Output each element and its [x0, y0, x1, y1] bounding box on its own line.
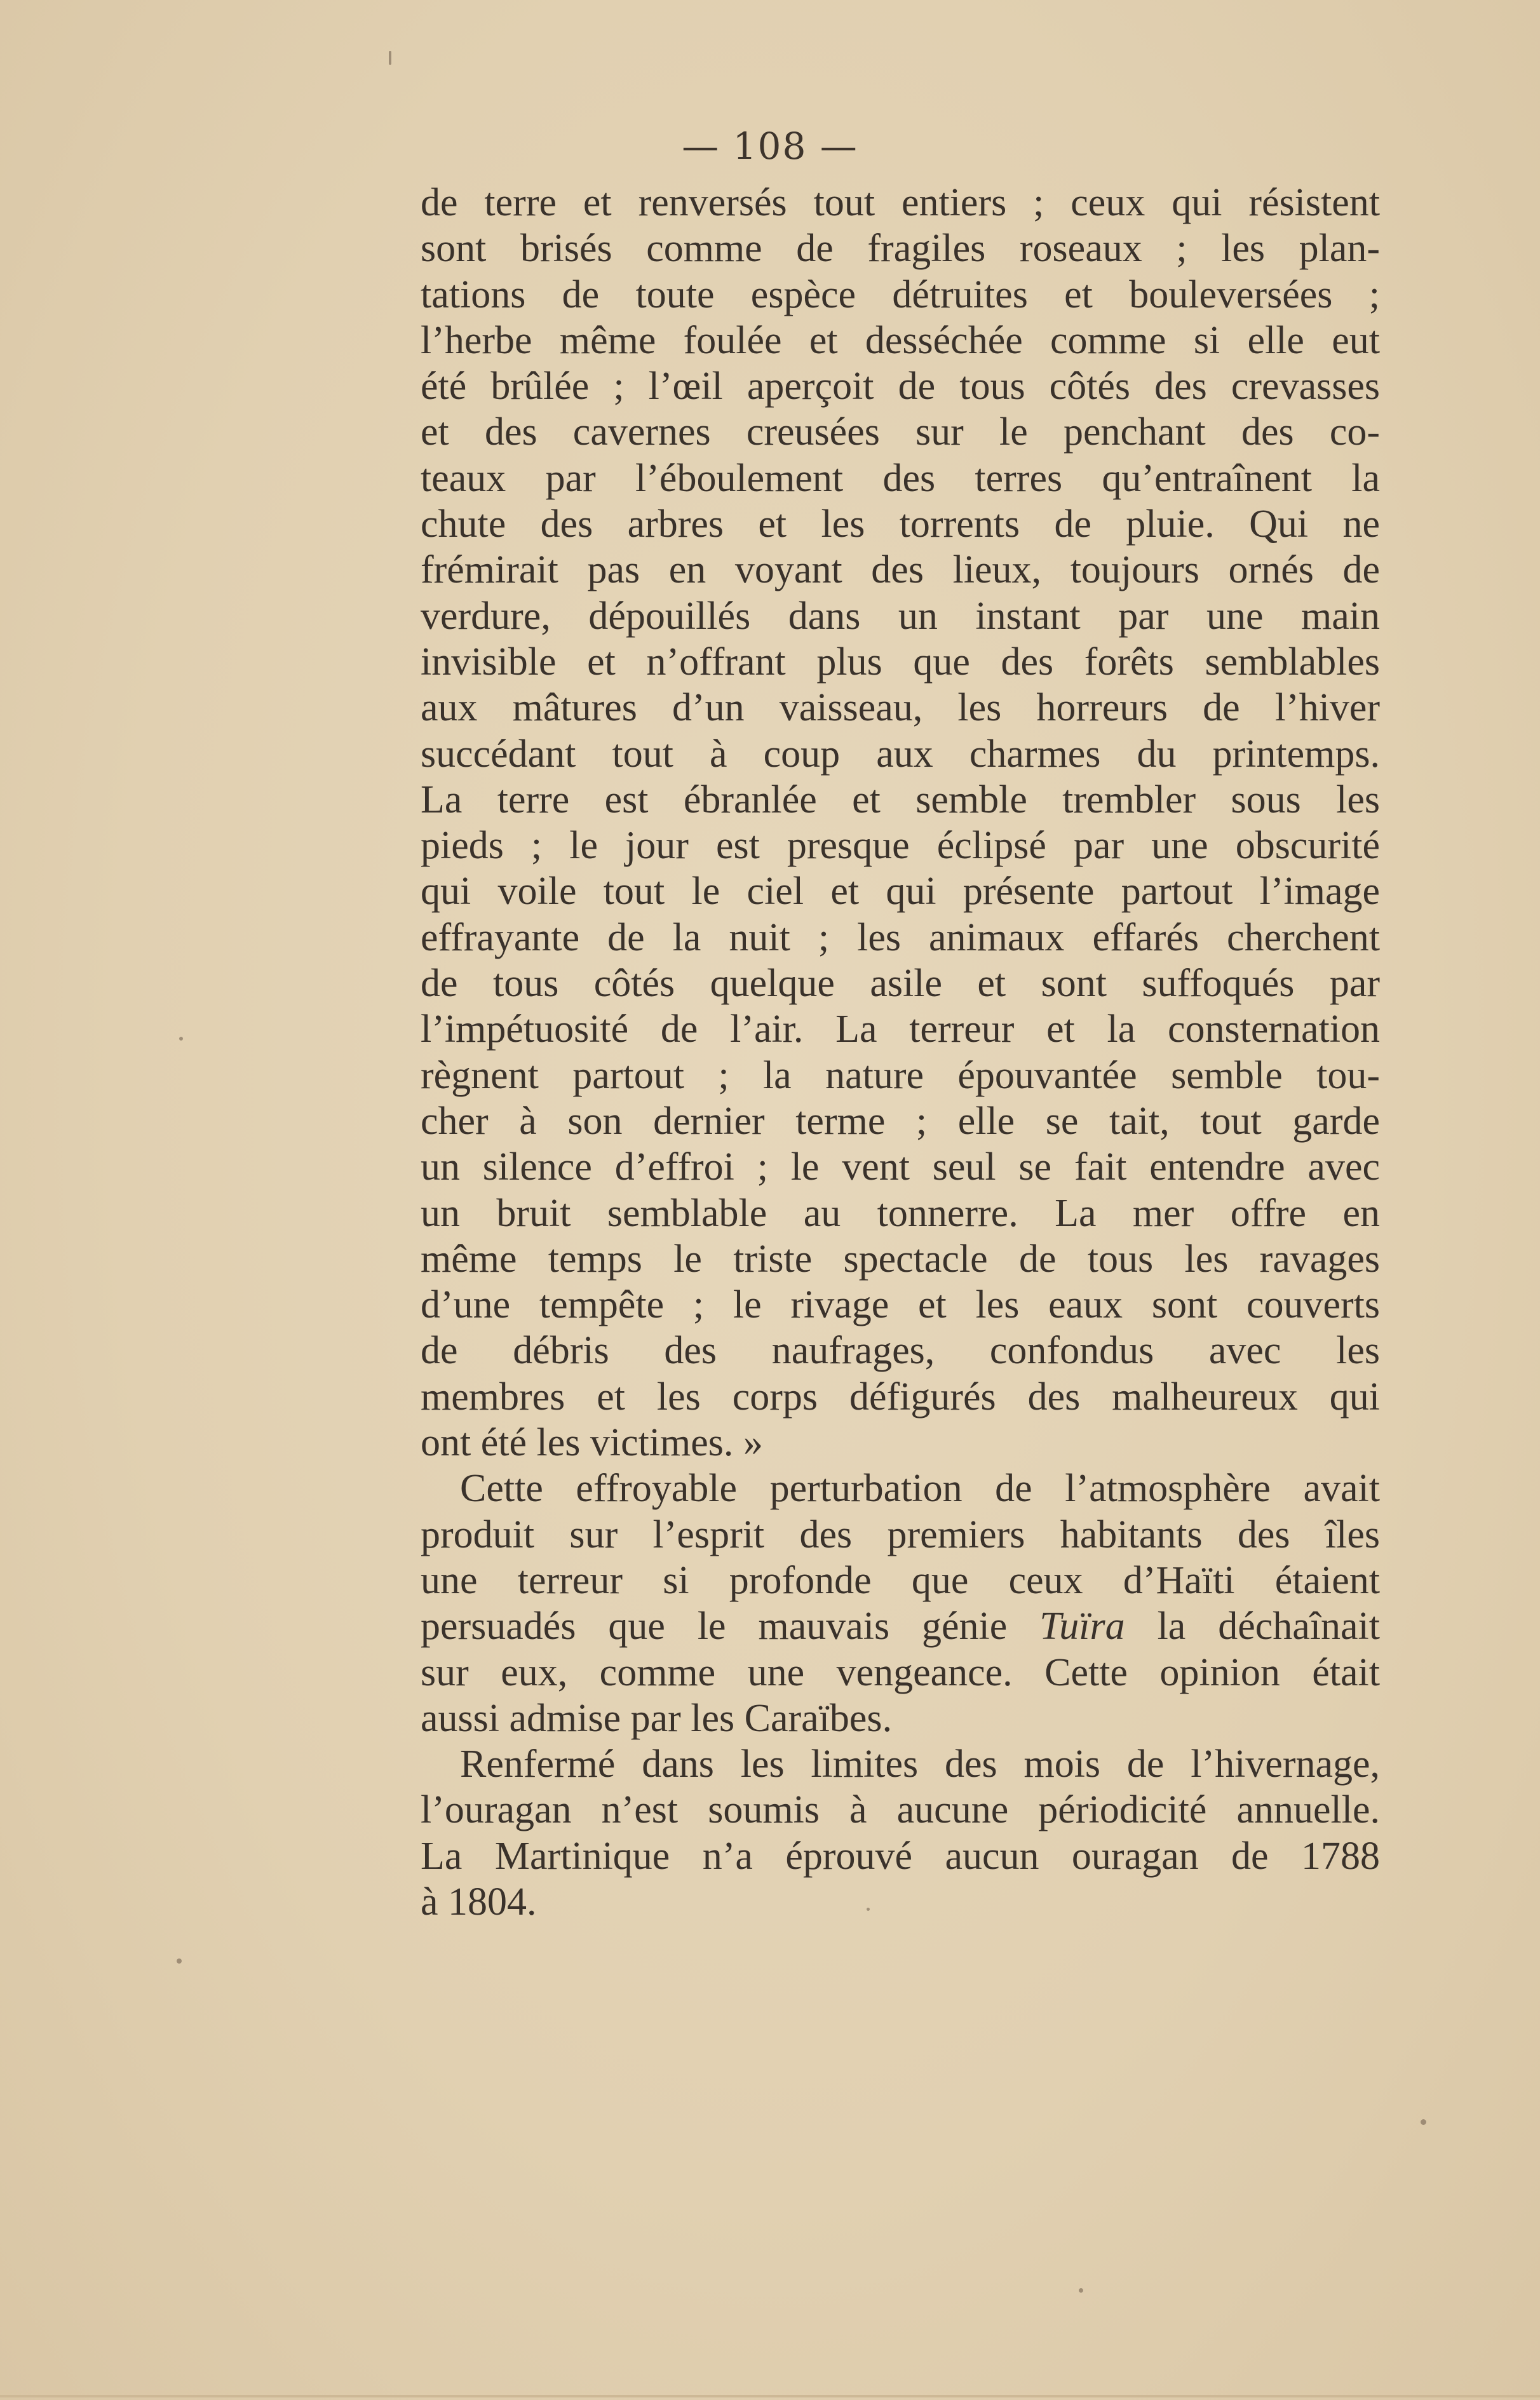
- paper-speck: [867, 1908, 870, 1911]
- paper-speck: [389, 51, 391, 65]
- text-line: et des cavernes creusées sur le penchant des co-: [421, 410, 1380, 454]
- text-line: aussi admise par les Caraïbes.: [421, 1696, 893, 1740]
- text-line: chute des arbres et les torrents de pluie. Qui ne: [421, 502, 1380, 546]
- text-line: une terreur si profonde que ceux d’Haïti étaient: [421, 1558, 1380, 1602]
- text-segment: persuadés que le mauvais génie: [421, 1605, 1040, 1648]
- text-line: pieds ; le jour est presque éclipsé par une obscurité: [421, 824, 1380, 868]
- text-line: même temps le triste spectacle de tous les ravages: [421, 1237, 1380, 1281]
- text-line: règnent partout ; la nature épouvantée semble tou-: [421, 1053, 1380, 1097]
- text-line: de débris des naufrages, confondus avec les: [421, 1329, 1380, 1373]
- text-line: qui voile tout le ciel et qui présente partout l’image: [421, 870, 1380, 913]
- text-line: La terre est ébranlée et semble trembler sous les: [421, 778, 1380, 821]
- text-line: tations de toute espèce détruites et bouleversées ;: [421, 273, 1380, 316]
- text-line: un bruit semblable au tonnerre. La mer offre en: [421, 1191, 1380, 1235]
- text-line: teaux par l’éboulement des terres qu’entraînent la: [421, 456, 1380, 500]
- text-line: La Martinique n’a éprouvé aucun ouragan de 1788: [421, 1834, 1380, 1878]
- text-line: verdure, dépouillés dans un instant par une main: [421, 594, 1380, 638]
- text-line: aux mâtures d’un vaisseau, les horreurs de l’hiver: [421, 686, 1380, 730]
- text-line: été brûlée ; l’œil aperçoit de tous côtés des crevasses: [421, 365, 1380, 408]
- text-line: ont été les victimes. »: [421, 1421, 763, 1465]
- page-edge: [0, 2395, 1540, 2397]
- text-line: Renfermé dans les limites des mois de l’hivernage,: [460, 1743, 1380, 1786]
- text-line: de terre et renversés tout entiers ; ceux qui résistent: [421, 181, 1380, 224]
- paragraph-3: [421, 1741, 1380, 1925]
- text-line: sur eux, comme une vengeance. Cette opinion était: [421, 1650, 1380, 1694]
- text-line: l’ouragan n’est soumis à aucune périodicité annuelle.: [421, 1788, 1380, 1832]
- italic-name: Tuïra: [1039, 1605, 1125, 1648]
- paper-speck: [1079, 2288, 1083, 2293]
- text-line: produit sur l’esprit des premiers habitants des îles: [421, 1513, 1380, 1556]
- text-line: frémirait pas en voyant des lieux, toujours ornés de: [421, 548, 1380, 592]
- text-line: d’une tempête ; le rivage et les eaux sont couverts: [421, 1283, 1380, 1327]
- text-line: cher à son dernier terme ; elle se tait, tout garde: [421, 1099, 1380, 1143]
- text-line: sont brisés comme de fragiles roseaux ; les plan-: [421, 227, 1380, 271]
- text-line: Cette effroyable perturbation de l’atmosphère avait: [460, 1467, 1380, 1511]
- paragraph-1: [421, 180, 1380, 1466]
- page-number: — 108 —: [682, 125, 858, 168]
- text-line: effrayante de la nuit ; les animaux effarés cherchent: [421, 915, 1380, 959]
- text-line: un silence d’effroi ; le vent seul se fait entendre avec: [421, 1145, 1380, 1189]
- body-text: [421, 180, 1380, 1925]
- paper-speck: [179, 1037, 183, 1041]
- text-line: l’impétuosité de l’air. La terreur et la consternation: [421, 1008, 1380, 1051]
- text-line-with-italic: [421, 1603, 1380, 1649]
- paper-speck: [1421, 2119, 1426, 2125]
- text-line: membres et les corps défigurés des malheureux qui: [421, 1375, 1380, 1419]
- text-line: invisible et n’offrant plus que des forêts semblables: [421, 640, 1380, 684]
- text-line: à 1804.: [421, 1880, 537, 1924]
- text-line: succédant tout à coup aux charmes du printemps.: [421, 732, 1380, 776]
- text-segment: la déchaînait: [1125, 1605, 1380, 1648]
- text-line: de tous côtés quelque asile et sont suffoqués par: [421, 962, 1380, 1006]
- text-line: l’herbe même foulée et desséchée comme si elle eut: [421, 318, 1380, 362]
- paper-speck: [177, 1958, 182, 1964]
- paragraph-2: [421, 1466, 1380, 1741]
